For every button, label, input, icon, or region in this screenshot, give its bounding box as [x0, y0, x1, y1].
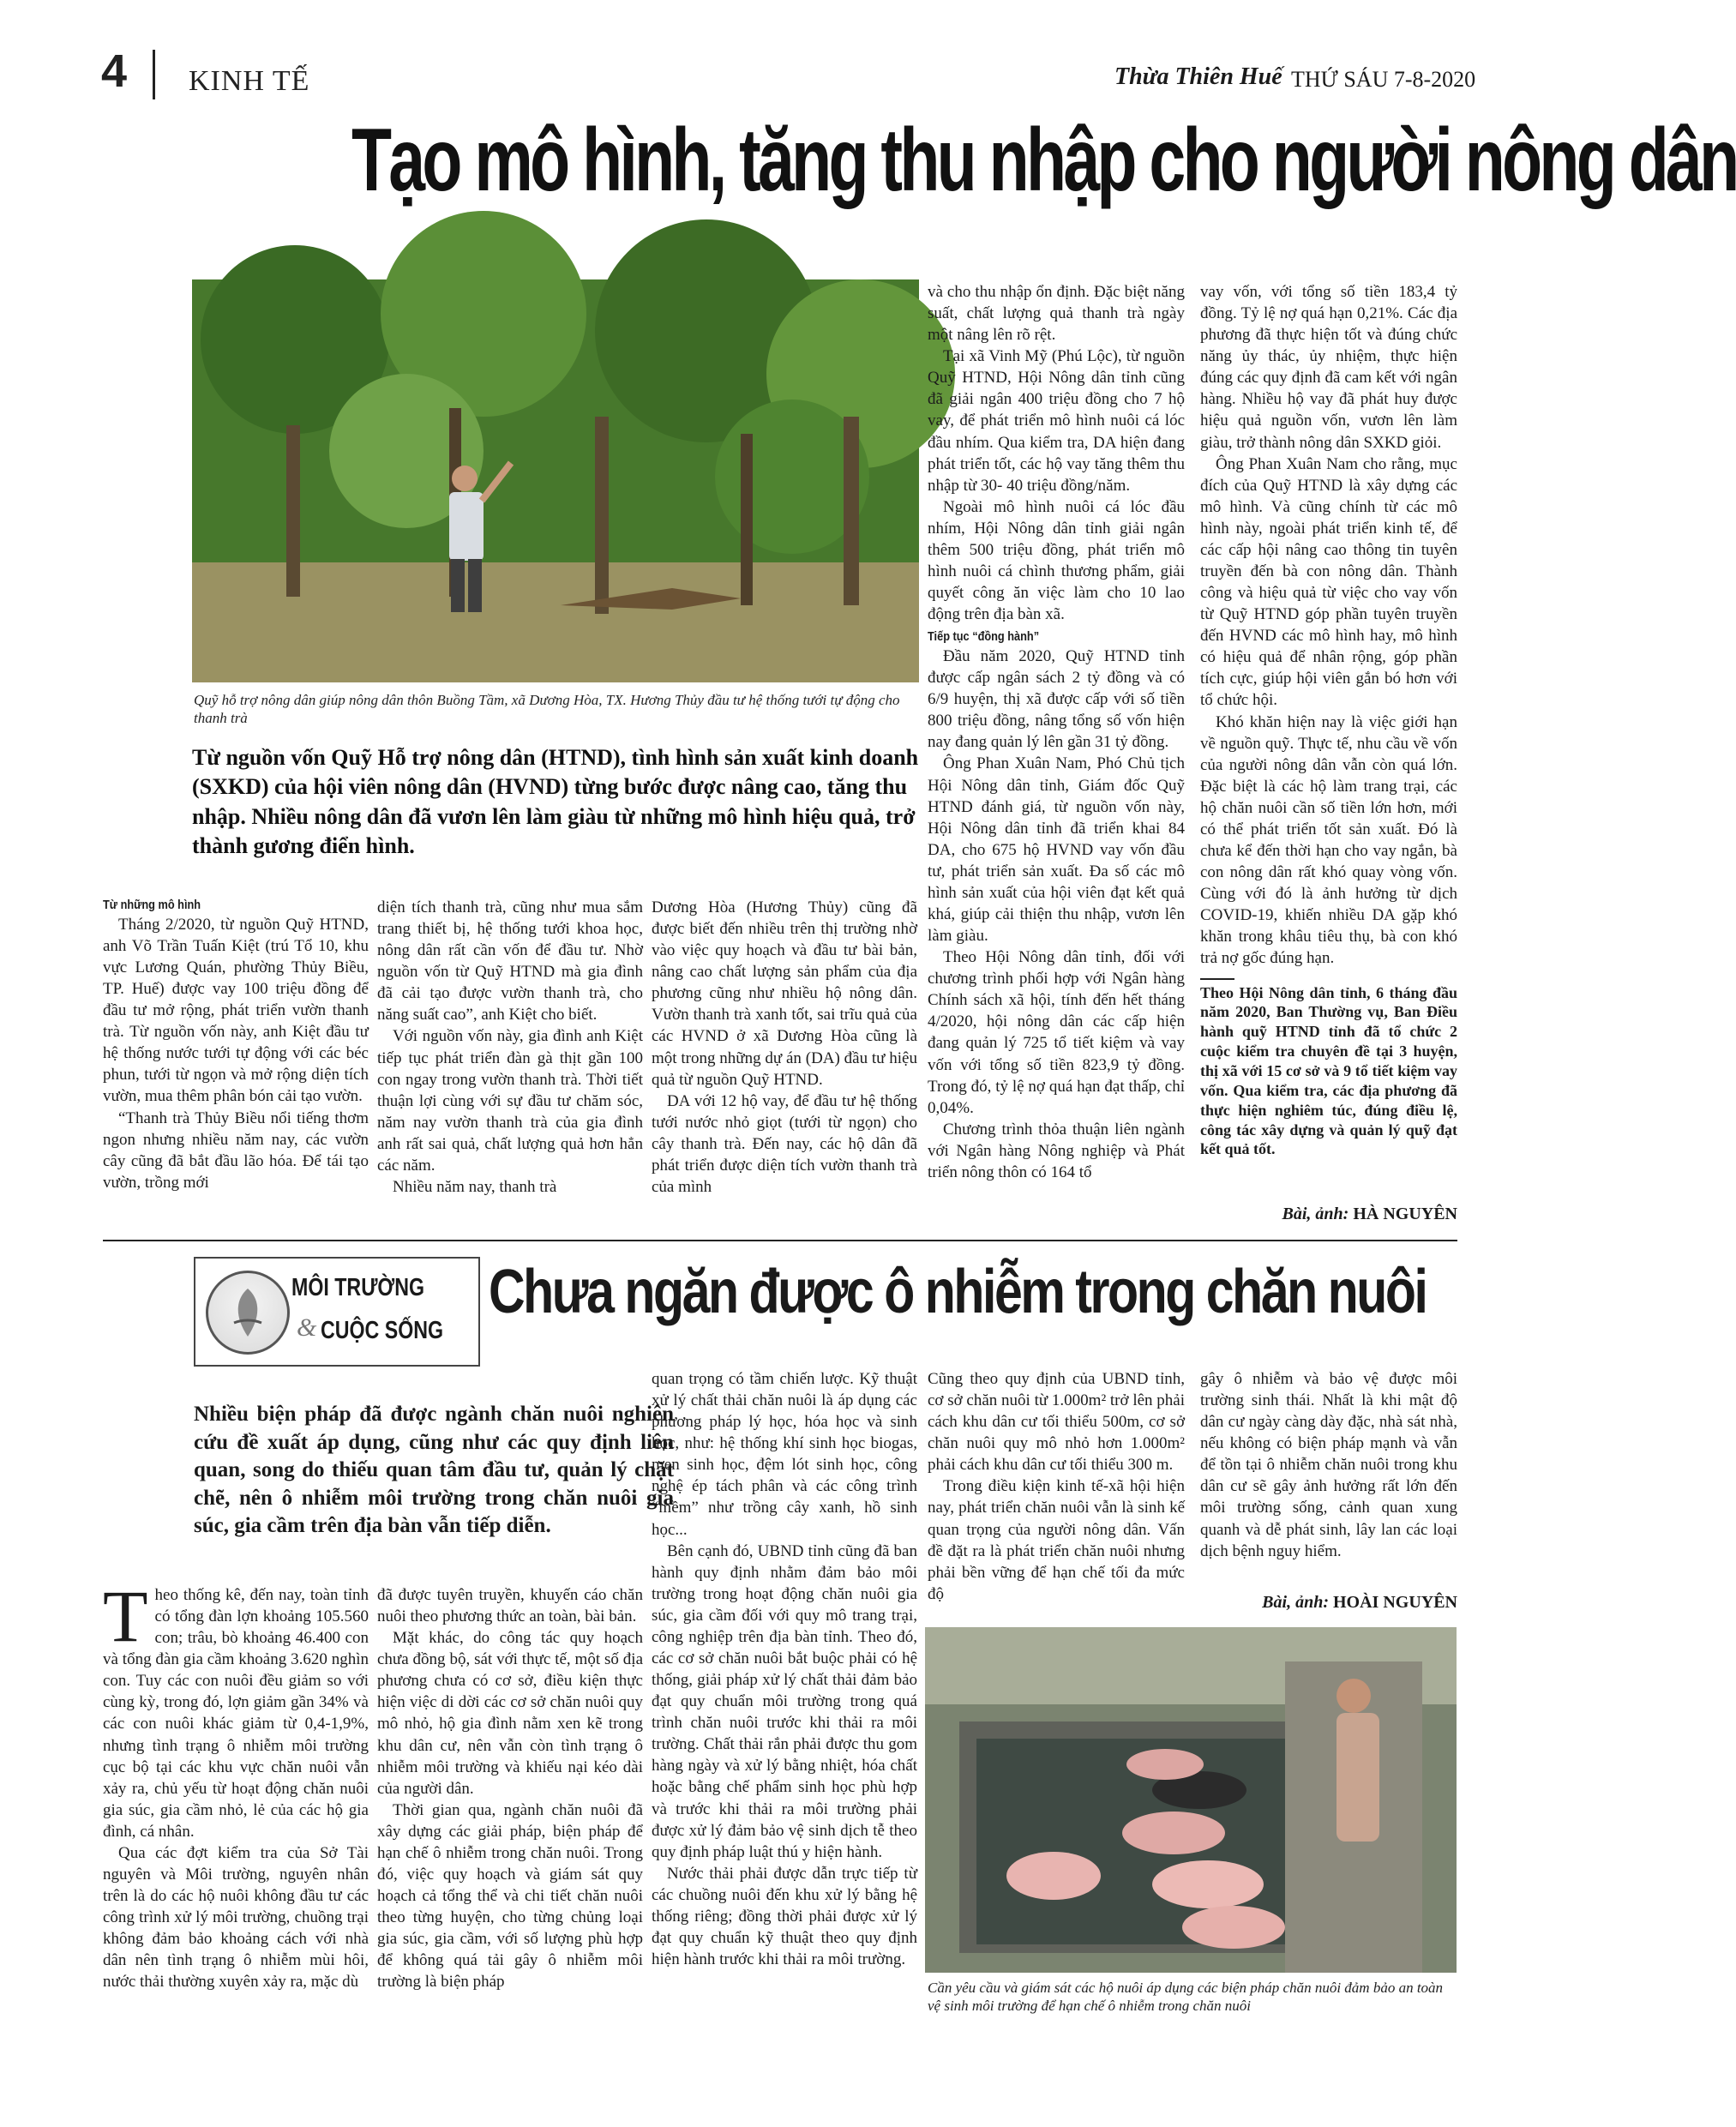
- emblem-graphic: [208, 1273, 287, 1352]
- paragraph: Nhiều năm nay, thanh trà: [393, 1178, 557, 1197]
- paragraph: Chương trình thỏa thuận liên ngành với Ngân hàng Nông nghiệp và Phát triển nông thôn có 164 tổ: [928, 1120, 1185, 1181]
- paragraph: Khó khăn hiện nay là việc giới hạn về nguồn quỹ. Thực tế, nhu cầu về vốn của người nông dân vẫn còn quá lớn. Đặc biệt là các hộ làm trang trại, các hộ chăn nuôi cần số tiền lớn hơn, mới có thể phát triển tốt sản xuất. Đó là chưa kể đến thời hạn cho vay ngắn, bà con nông dân rất khó quay vòng vốn. Cùng với đó là ảnh hưởng từ dịch COVID-19, khiến nhiều DA gặp khó khăn trong khâu tiêu thụ, bà con khó trả nợ gốc đúng hạn.: [1200, 712, 1457, 968]
- paragraph: Theo Hội Nông dân tỉnh, đối với chương trình phối hợp với Ngân hàng Chính sách xã hội, tính đến hết tháng 4/2020, hội nông dân các cấp hiện đang quản lý 725 tổ tiết kiệm và vay vốn với tổng số tiền 823,9 tỷ đồng. Trong đó, tỷ lệ nợ quá hạn đạt thấp, chỉ 0,04%.: [928, 948, 1185, 1117]
- issue-date: THỨ SÁU 7-8-2020: [1291, 67, 1476, 92]
- article2-column-3: [652, 1368, 917, 1970]
- article2-photo-caption: Cần yêu cầu và giám sát các hộ nuôi áp dụng các biện pháp chăn nuôi đảm bảo an toàn vệ sinh môi trường để hạn chế ô nhiễm trong chăn nuôi: [928, 1980, 1444, 2015]
- article2-column-1: [103, 1575, 369, 1992]
- article1-column-4: [928, 281, 1185, 1183]
- paragraph: đã được tuyên truyền, khuyến cáo chăn nuôi theo phương thức an toàn, bài bản.: [377, 1586, 643, 1626]
- article2-column-5: [1200, 1368, 1457, 1562]
- byline-prefix: Bài, ảnh:: [1282, 1205, 1349, 1223]
- article-divider: [103, 1240, 1457, 1241]
- article1-byline: [1183, 1205, 1457, 1224]
- paragraph: diện tích thanh trà, cũng như mua sắm trang thiết bị, hệ thống tưới khoa học, nông dân rất cần vốn để đầu tư. Nhờ nguồn vốn từ Quỹ HTND mà gia đình đã cải tạo được vườn thanh trà, cho năng suất cao”, anh Kiệt cho biết.: [377, 898, 643, 1024]
- paragraph: Ngoài mô hình nuôi cá lóc đầu nhím, Hội Nông dân tỉnh giải ngân thêm 500 triệu đồng, phát triển mô hình nuôi cá chình thương phẩm, giải quyết công ăn việc làm cho 10 lao động trên địa bàn xã.: [928, 497, 1185, 624]
- paragraph: Dương Hòa (Hương Thủy) cũng đã được biết đến nhiều trên thị trường nhờ vào việc quy hoạch và đầu tư bài bản, nâng cao chất lượng sản phẩm của địa phương cũng như nhiều hộ nông dân. Vườn thanh trà xanh tốt, sai trĩu quả của các HVND ở xã Dương Hòa cũng là một trong những dự án (DA) đầu tư hiệu quả từ nguồn Quỹ HTND.: [652, 898, 917, 1089]
- byline-author: HOÀI NGUYÊN: [1332, 1593, 1457, 1612]
- pig-pen-photo-illustration: [925, 1627, 1457, 1973]
- paragraph: Ông Phan Xuân Nam cho rằng, mục đích của Quỹ HTND là xây dựng các mô hình. Và cũng chính từ các mô hình này, ngoài phát triển kinh tế, để các cấp hội nâng cao thông tin tuyên truyền đến bà con nông dân. Thành công và hiệu quả từ việc cho vay vốn từ Quỹ HTND góp phần tuyên truyền đến HVND các mô hình hay, mô hình có hiệu quả để nhân rộng, góp phần tích cực, giúp hội viên gắn bó hơn với tổ chức hội.: [1200, 454, 1457, 710]
- orchard-photo-illustration: [192, 279, 919, 682]
- paragraph: Đầu năm 2020, Quỹ HTND tỉnh được cấp ngân sách 2 tỷ đồng và có 6/9 huyện, thị xã được cấp với số tiền 800 triệu đồng, nâng tổng số vốn hiện nay đang quản lý lên gần 31 tỷ đồng.: [928, 647, 1185, 752]
- article1-box-note: Theo Hội Nông dân tỉnh, 6 tháng đầu năm 2020, Ban Thường vụ, Ban Điều hành quỹ HTND tỉnh đã tổ chức 2 cuộc kiểm tra chuyên đề tại 3 huyện, thị xã với 15 cơ sở và 9 tổ tiết kiệm vay vốn. Qua kiểm tra, các địa phương đã thực hiện nghiêm túc, đúng điều lệ, công tác xây dựng và quản lý quỹ đạt kết quả tốt.: [1200, 983, 1457, 1158]
- paragraph: Mặt khác, do công tác quy hoạch chưa đồng bộ, sát với thực tế, một số địa phương chưa có cơ sở, điều kiện thực hiện việc di dời các cơ sở chăn nuôi quy mô nhỏ, hộ gia đình nằm xen kẽ trong khu dân cư, nên vẫn còn tình trạng ô nhiễm môi trường và khiếu nại kéo dài của người dân.: [377, 1629, 643, 1798]
- masthead: Thừa Thiên Huế: [1114, 63, 1282, 90]
- article1-column-2: [377, 897, 643, 1198]
- paragraph: Cũng theo quy định của UBND tỉnh, cơ sở chăn nuôi từ 1.000m² trở lên phải cách khu dân cư tối thiểu 500m, cơ sở chăn nuôi quy mô nhỏ hơn 1.000m² phải cách khu dân cư tối thiểu 300 m.: [928, 1370, 1185, 1475]
- paragraph: Nước thải phải được dẫn trực tiếp từ các chuồng nuôi đến khu xử lý bằng hệ thống riêng; đồng thời phải được xử lý đạt quy chuẩn kỹ thuật theo quy định hiện hành trước khi thải ra môi trường.: [652, 1864, 917, 1969]
- article1-column-5: [1200, 281, 1457, 1159]
- article1-subhead-1: Từ những mô hình: [103, 898, 201, 912]
- article1-column-3: [652, 897, 917, 1198]
- paragraph: Thời gian qua, ngành chăn nuôi đã xây dựng các giải pháp, biện pháp để hạn chế ô nhiễm trong chăn nuôi. Trong đó, việc quy hoạch và giám sát quy hoạch cả tổng thể và chi tiết chăn nuôi theo từng huyện, cho từng chủng loại gia súc, gia cầm, với số lượng phù hợp để không quá tải gây ô nhiễm môi trường là biện pháp: [377, 1800, 643, 1992]
- article1-photo-caption: Quỹ hỗ trợ nông dân giúp nông dân thôn Buồng Tầm, xã Dương Hòa, TX. Hương Thủy đầu tư hệ thống tưới tự động cho thanh trà: [194, 692, 900, 727]
- environment-emblem-icon: [206, 1271, 290, 1355]
- paragraph: vay vốn, với tổng số tiền 183,4 tỷ đồng. Tỷ lệ nợ quá hạn 0,21%. Các địa phương đã thực hiện tốt và đúng chức năng ủy thác, ủy nhiệm, thực hiện đúng các quy định đã cam kết với ngân hàng. Nhiều hộ vay đã phát huy được hiệu quả nguồn vốn, vươn lên làm giàu, trở thành nông dân SXKD giỏi.: [1200, 283, 1457, 452]
- paragraph: Tháng 2/2020, từ nguồn Quỹ HTND, anh Võ Trần Tuấn Kiệt (trú Tổ 10, khu vực Lương Quán, phường Thủy Biều, TP. Huế) được vay 100 triệu đồng để đầu tư mở rộng, phát triển vườn thanh trà. Từ nguồn vốn này, anh Kiệt đầu tư hệ thống nước tưới tự động với các béc phun, tưới từ ngọn và mở rộng diện tích vườn, mua thêm phân bón cải tạo vườn.: [103, 915, 369, 1106]
- byline-prefix: Bài, ảnh:: [1262, 1593, 1329, 1612]
- article1-subhead-2: Tiếp tục “đồng hành”: [928, 629, 1040, 645]
- byline-author: HÀ NGUYÊN: [1353, 1205, 1457, 1223]
- note-rule: [1200, 978, 1234, 980]
- article2-column-2: [377, 1584, 643, 1992]
- paragraph: gây ô nhiễm và bảo vệ được môi trường sinh thái. Nhất là khi mật độ dân cư ngày càng dày đặc, nhà sát nhà, nếu không có biện pháp mạnh và vẫn để tồn tại ô nhiễm chăn nuôi trong khu dân cư sẽ gây ảnh hưởng rất lớn đến môi trường sống, cảnh quan xung quanh và dễ phát sinh, lây lan các loại dịch bệnh nguy hiểm.: [1200, 1370, 1457, 1560]
- paragraph: và cho thu nhập ổn định. Đặc biệt năng suất, chất lượng quả thanh trà ngày một nâng lên rõ rệt.: [928, 283, 1185, 345]
- paragraph: DA với 12 hộ vay, để đầu tư hệ thống tưới nước nhỏ giọt (tưới từ ngọn) cho cây thanh trà. Đến nay, các hộ dân đã phát triển được diện tích vườn thanh trà của mình: [652, 1091, 917, 1197]
- paragraph: “Thanh trà Thủy Biều nổi tiếng thơm ngon nhưng nhiều năm nay, các vườn cây cũng đã bắt đầu lão hóa. Để tái tạo vườn, trồng mới: [103, 1109, 369, 1192]
- paragraph: heo thống kê, đến nay, toàn tỉnh có tổng đàn lợn khoảng 105.560 con; trâu, bò khoảng 46.400 con và tổng đàn gia cầm khoảng 3.620 nghìn con. Tuy các con nuôi đều giảm so với cùng kỳ, trong đó, lợn giảm gần 34% và các con nuôi khác giảm từ 0,4-1,9%, nhưng tình trạng ô nhiễm môi trường cục bộ tại các khu vực chăn nuôi vẫn xảy ra, chủ yếu từ hoạt động chăn nuôi gia súc, gia cầm nhỏ, lẻ của các hộ gia đình, cá nhân.: [103, 1586, 369, 1841]
- article2-column-4: [928, 1368, 1185, 1605]
- article2-byline: [1183, 1593, 1457, 1613]
- paragraph: Với nguồn vốn này, gia đình anh Kiệt tiếp tục phát triển đàn gà thịt gần 100 con ngay trong vườn thanh trà. Thời tiết thuận lợi cùng với sự đầu tư chăm sóc, năm nay vườn thanh trà của gia đình anh rất sai quả, chất lượng quả hơn hẳn các năm.: [377, 1027, 643, 1175]
- paragraph: Qua các đợt kiểm tra của Sở Tài nguyên và Môi trường, nguyên nhân trên là do các hộ nuôi không đầu tư các công trình xử lý môi trường, chuồng trại không đảm bảo khoảng cách với nhà dân nên tình trạng ô nhiễm mùi hôi, nước thải thường xuyên xảy ra, mặc dù: [103, 1843, 369, 1992]
- header-divider: [153, 50, 155, 99]
- article1-headline: Tạo mô hình, tăng thu nhập cho người nông dân: [351, 111, 1736, 210]
- article2-lead: Nhiều biện pháp đã được ngành chăn nuôi nghiên cứu đề xuất áp dụng, cũng như các quy định liên quan, song do thiếu quan tâm đầu tư, quản lý chặt chẽ, nên ô nhiễm môi trường trong chăn nuôi gia súc, gia cầm trên địa bàn vẫn tiếp diễn.: [194, 1403, 674, 1537]
- article2-headline: Chưa ngăn được ô nhiễm trong chăn nuôi: [489, 1258, 1427, 1326]
- paragraph: Bên cạnh đó, UBND tỉnh cũng đã ban hành quy định nhằm đảm bảo môi trường trong hoạt động chăn nuôi gia súc, gia cầm đối với quy mô trang trại, công nghiệp trên địa bàn tỉnh. Theo đó, các cơ sở chăn nuôi bắt buộc phải có hệ thống, giải pháp xử lý chất thải đảm bảo đạt quy chuẩn môi trường trong quá trình chăn nuôi trước khi thải ra môi trường. Chất thải rắn phải được thu gom hàng ngày và xử lý bằng nhiệt, hóa chất hoặc bằng chế phẩm sinh học phù hợp và trước khi thải ra môi trường phải được xử lý đảm bảo vệ sinh dịch tễ theo quy định pháp luật thú y hiện hành.: [652, 1541, 917, 1861]
- paragraph: Tại xã Vinh Mỹ (Phú Lộc), từ nguồn Quỹ HTND, Hội Nông dân tỉnh cũng đã giải ngân 400 triệu đồng cho 7 hộ vay, để phát triển mô hình nuôi cá lóc đầu nhím. Qua kiểm tra, DA hiện đang phát triển tốt, các hộ vay tăng thêm thu nhập từ 30- 40 triệu đồng/năm.: [928, 347, 1185, 495]
- drop-cap: T: [103, 1575, 148, 1657]
- logo-ampersand: &: [297, 1313, 317, 1342]
- article1-column-1: [103, 897, 369, 1193]
- paragraph: quan trọng có tầm chiến lược. Kỹ thuật xử lý chất thải chăn nuôi là áp dụng các phương pháp lý học, hóa học và sinh học, như: hệ thống khí sinh học biogas, men sinh học, đệm lót sinh học, công nghệ ép tách phân và các công trình “mềm” như trồng cây xanh, hồ sinh học...: [652, 1370, 917, 1539]
- article1-photo: [192, 279, 919, 682]
- article2-photo: [925, 1627, 1457, 1973]
- paragraph: Trong điều kiện kinh tế-xã hội hiện nay, phát triển chăn nuôi vẫn là sinh kế quan trọng của người nông dân. Vấn đề đặt ra là phát triển chăn nuôi nhưng phải bền vững để hạn chế tối đa mức độ: [928, 1477, 1185, 1603]
- article1-lead: Từ nguồn vốn Quỹ Hỗ trợ nông dân (HTND), tình hình sản xuất kinh doanh (SXKD) của hội viên nông dân (HVND) từng bước được nâng cao, tăng thu nhập. Nhiều nông dân đã vươn lên làm giàu từ những mô hình hiệu quả, trở thành gương điển hình.: [192, 745, 919, 858]
- logo-text-line1: MÔI TRƯỜNG: [291, 1274, 425, 1301]
- section-title: KINH TẾ: [189, 65, 310, 97]
- page-number: 4: [101, 45, 128, 97]
- logo-text-line2: CUỘC SỐNG: [321, 1317, 444, 1344]
- paragraph: Ông Phan Xuân Nam, Phó Chủ tịch Hội Nông dân tỉnh, Giám đốc Quỹ HTND đánh giá, từ nguồn vốn này, Hội Nông dân tỉnh đã triển khai 84 DA, cho 675 hộ HVND vay vốn đầu tư, phát triển sản xuất. Đa số các mô hình sản xuất của hội viên đạt kết quả khá, giúp cải thiện thu nhập, vươn lên làm giàu.: [928, 754, 1185, 946]
- section-logo: [194, 1257, 480, 1367]
